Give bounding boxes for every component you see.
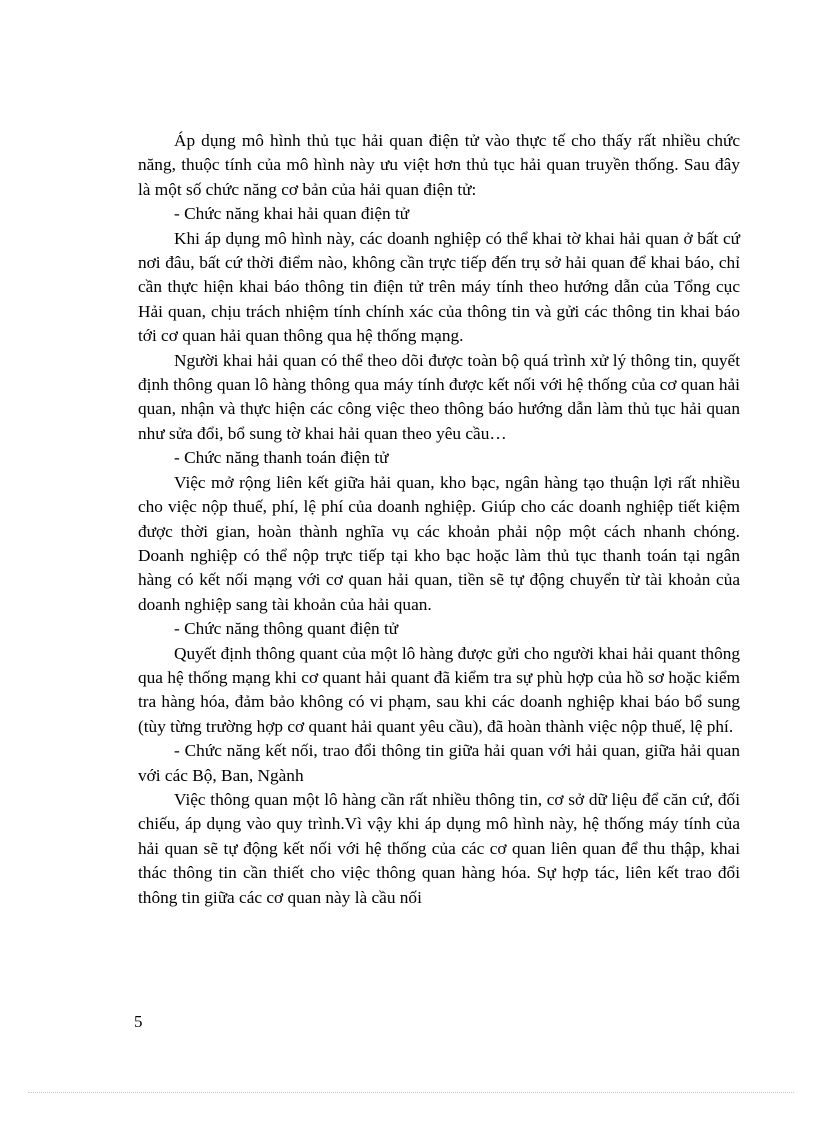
heading-electronic-payment: - Chức năng thanh toán điện tử [174, 448, 389, 468]
footer-divider [28, 1092, 794, 1093]
page-number: 5 [134, 1012, 143, 1031]
heading-information-exchange: - Chức năng kết nối, trao đổi thông tin giữa hải quan với hải quan, giữa hải quan với các Bộ, Ban, Ngành [138, 741, 740, 785]
heading-electronic-clearance: - Chức năng thông quant điện tử [174, 619, 399, 639]
paragraph-intro: Áp dụng mô hình thủ tục hải quan điện tử vào thực tế cho thấy rất nhiều chức năng, thuộc tính của mô hình này ưu việt hơn thủ tục hải quan truyền thống. Sau đây là một số chức năng cơ bản của hải quan điện tử: [138, 131, 740, 199]
paragraph-information-exchange: Việc thông quan một lô hàng cần rất nhiều thông tin, cơ sở dữ liệu để căn cứ, đối chiếu, áp dụng vào quy trình.Vì vậy khi áp dụng mô hình này, hệ thống máy tính của hải quan sẽ tự động kết nối với hệ thống của các cơ quan liên quan để thu thập, khai thác thông tin cần thiết cho việc thông quan hàng hóa. Sự hợp tác, liên kết trao đổi thông tin giữa các cơ quan này là cầu nối [138, 789, 740, 907]
body-text [138, 129, 740, 910]
paragraph-electronic-clearance: Quyết định thông quant của một lô hàng được gửi cho người khai hải quant thông qua hệ thống mạng khi cơ quant hải quant đã kiểm tra sự phù hợp của hồ sơ hoặc kiểm tra hàng hóa, đảm bảo không có vi phạm, sau khi các doanh nghiệp khai báo bổ sung (tùy từng trường hợp cơ quant hải quant yêu cầu), đã hoàn thành việc nộp thuế, lệ phí. [138, 643, 740, 736]
heading-electronic-declaration: - Chức năng khai hải quan điện tử [174, 204, 410, 224]
paragraph-electronic-payment: Việc mở rộng liên kết giữa hải quan, kho bạc, ngân hàng tạo thuận lợi rất nhiều cho việc nộp thuế, phí, lệ phí của doanh nghiệp. Giúp cho các doanh nghiệp tiết kiệm được thời gian, hoàn thành nghĩa vụ các khoản phải nộp một cách nhanh chóng. Doanh nghiệp có thể nộp trực tiếp tại kho bạc hoặc làm thủ tục thanh toán tại ngân hàng có kết nối mạng với cơ quan hải quan, tiền sẽ tự động chuyển từ tài khoản của doanh nghiệp sang tài khoản của hải quan. [138, 472, 740, 614]
paragraph-electronic-declaration: Khi áp dụng mô hình này, các doanh nghiệp có thể khai tờ khai hải quan ở bất cứ nơi đâu, bất cứ thời điểm nào, không cần trực tiếp đến trụ sở hải quan để khai báo, chỉ cần thực hiện khai báo thông tin điện tử trên máy tính theo hướng dẫn của Tổng cục Hải quan, chịu trách nhiệm tính chính xác của thông tin và gửi các thông tin khai báo tới cơ quan hải quan thông qua hệ thống mạng. [138, 228, 740, 346]
paragraph-tracking: Người khai hải quan có thể theo dõi được toàn bộ quá trình xử lý thông tin, quyết định thông quan lô hàng thông qua máy tính được kết nối với hệ thống của cơ quan hải quan, nhận và thực hiện các công việc theo thông báo hướng dẫn làm thủ tục hải quan như sửa đổi, bổ sung tờ khai hải quan theo yêu cầu… [138, 350, 740, 443]
